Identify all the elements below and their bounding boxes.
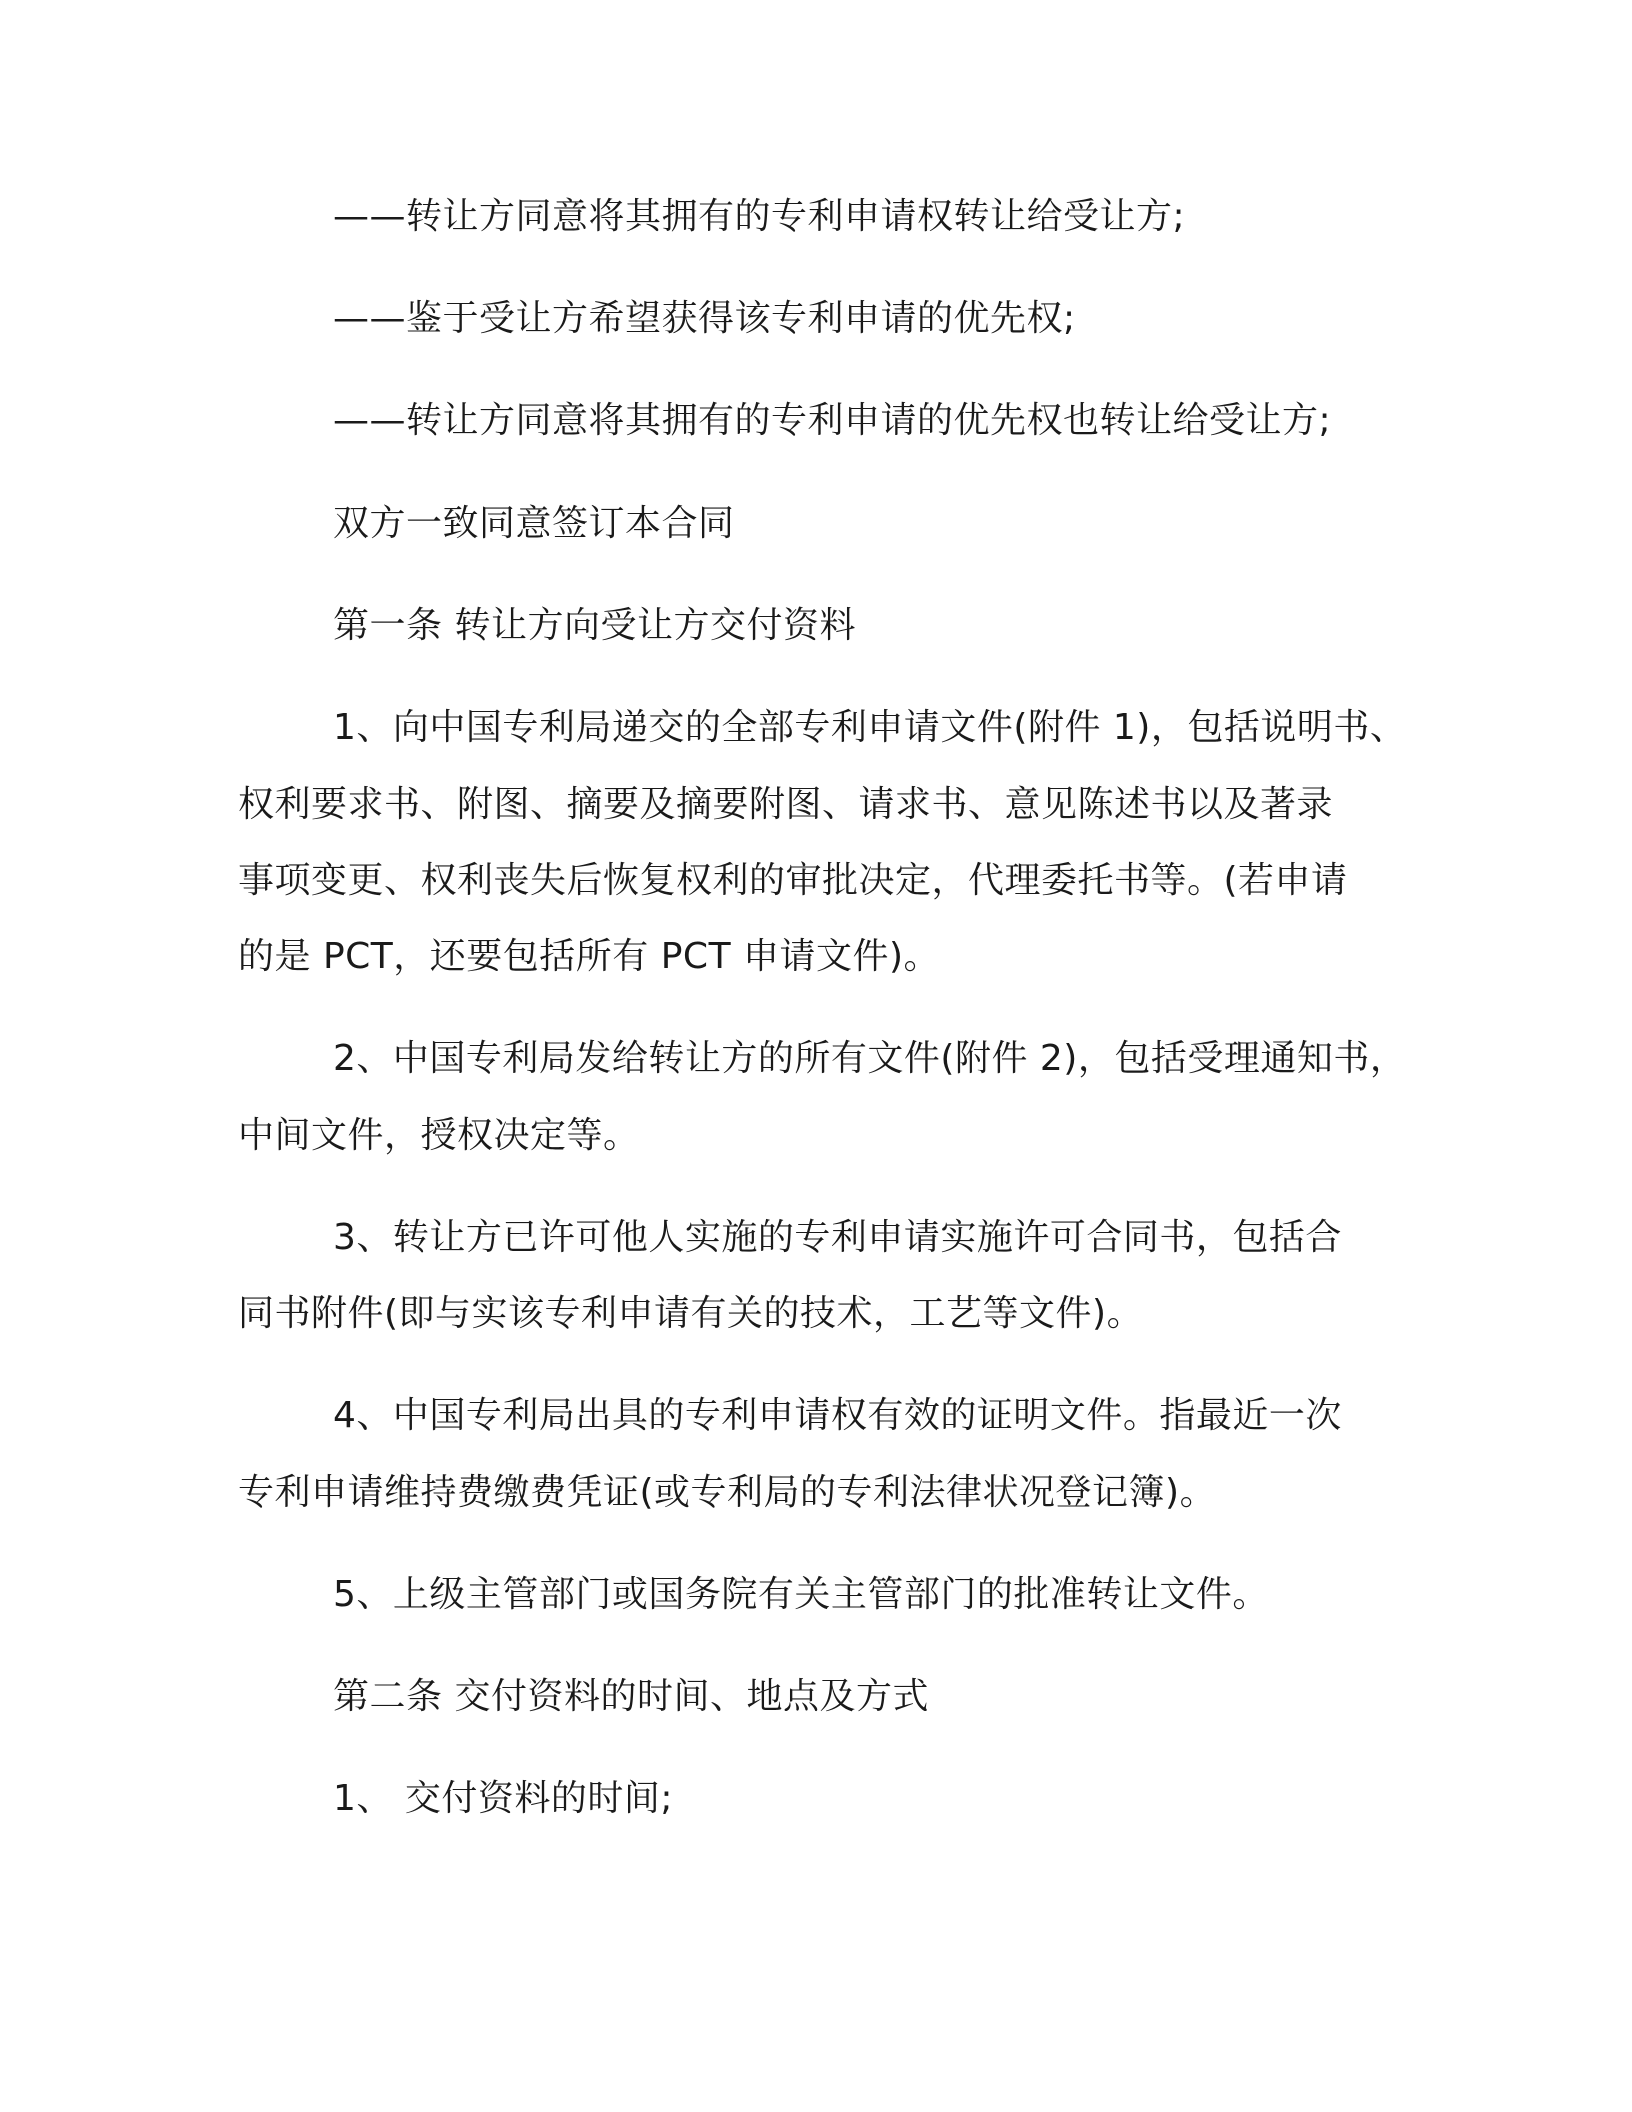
paragraph-line: 5、上级主管部门或国务院有关主管部门的批准转让文件。 (333, 1574, 1269, 1615)
paragraph-line: 2、中国专利局发给转让方的所有文件(附件 2)，包括受理通知书， (333, 1038, 1407, 1079)
paragraph-line: 事项变更、权利丧失后恢复权利的审批决定，代理委托书等。(若申请 (238, 860, 1348, 901)
article-2-heading: 第二条 交付资料的时间、地点及方式 (333, 1676, 929, 1717)
clause-line: ——转让方同意将其拥有的专利申请的优先权也转让给受让方; (333, 400, 1332, 441)
clause-line: ——鉴于受让方希望获得该专利申请的优先权; (333, 298, 1076, 339)
clause-line: ——转让方同意将其拥有的专利申请权转让给受让方; (333, 196, 1186, 237)
paragraph-line: 3、转让方已许可他人实施的专利申请实施许可合同书，包括合 (333, 1217, 1342, 1258)
paragraph-line: 同书附件(即与实该专利申请有关的技术，工艺等文件)。 (238, 1293, 1144, 1334)
paragraph-line: 的是 PCT，还要包括所有 PCT 申请文件)。 (238, 936, 941, 977)
paragraph-line: 4、中国专利局出具的专利申请权有效的证明文件。指最近一次 (333, 1395, 1342, 1436)
article-1-heading: 第一条 转让方向受让方交付资料 (333, 605, 856, 646)
paragraph-line: 1、 交付资料的时间; (333, 1778, 673, 1819)
agreement-statement: 双方一致同意签订本合同 (333, 503, 735, 544)
paragraph-line: 专利申请维持费缴费凭证(或专利局的专利法律状况登记簿)。 (238, 1472, 1217, 1513)
paragraph-line: 权利要求书、附图、摘要及摘要附图、请求书、意见陈述书以及著录 (238, 784, 1334, 825)
paragraph-line: 中间文件，授权决定等。 (238, 1115, 640, 1156)
paragraph-line: 1、向中国专利局递交的全部专利申请文件(附件 1)，包括说明书、 (333, 707, 1407, 748)
